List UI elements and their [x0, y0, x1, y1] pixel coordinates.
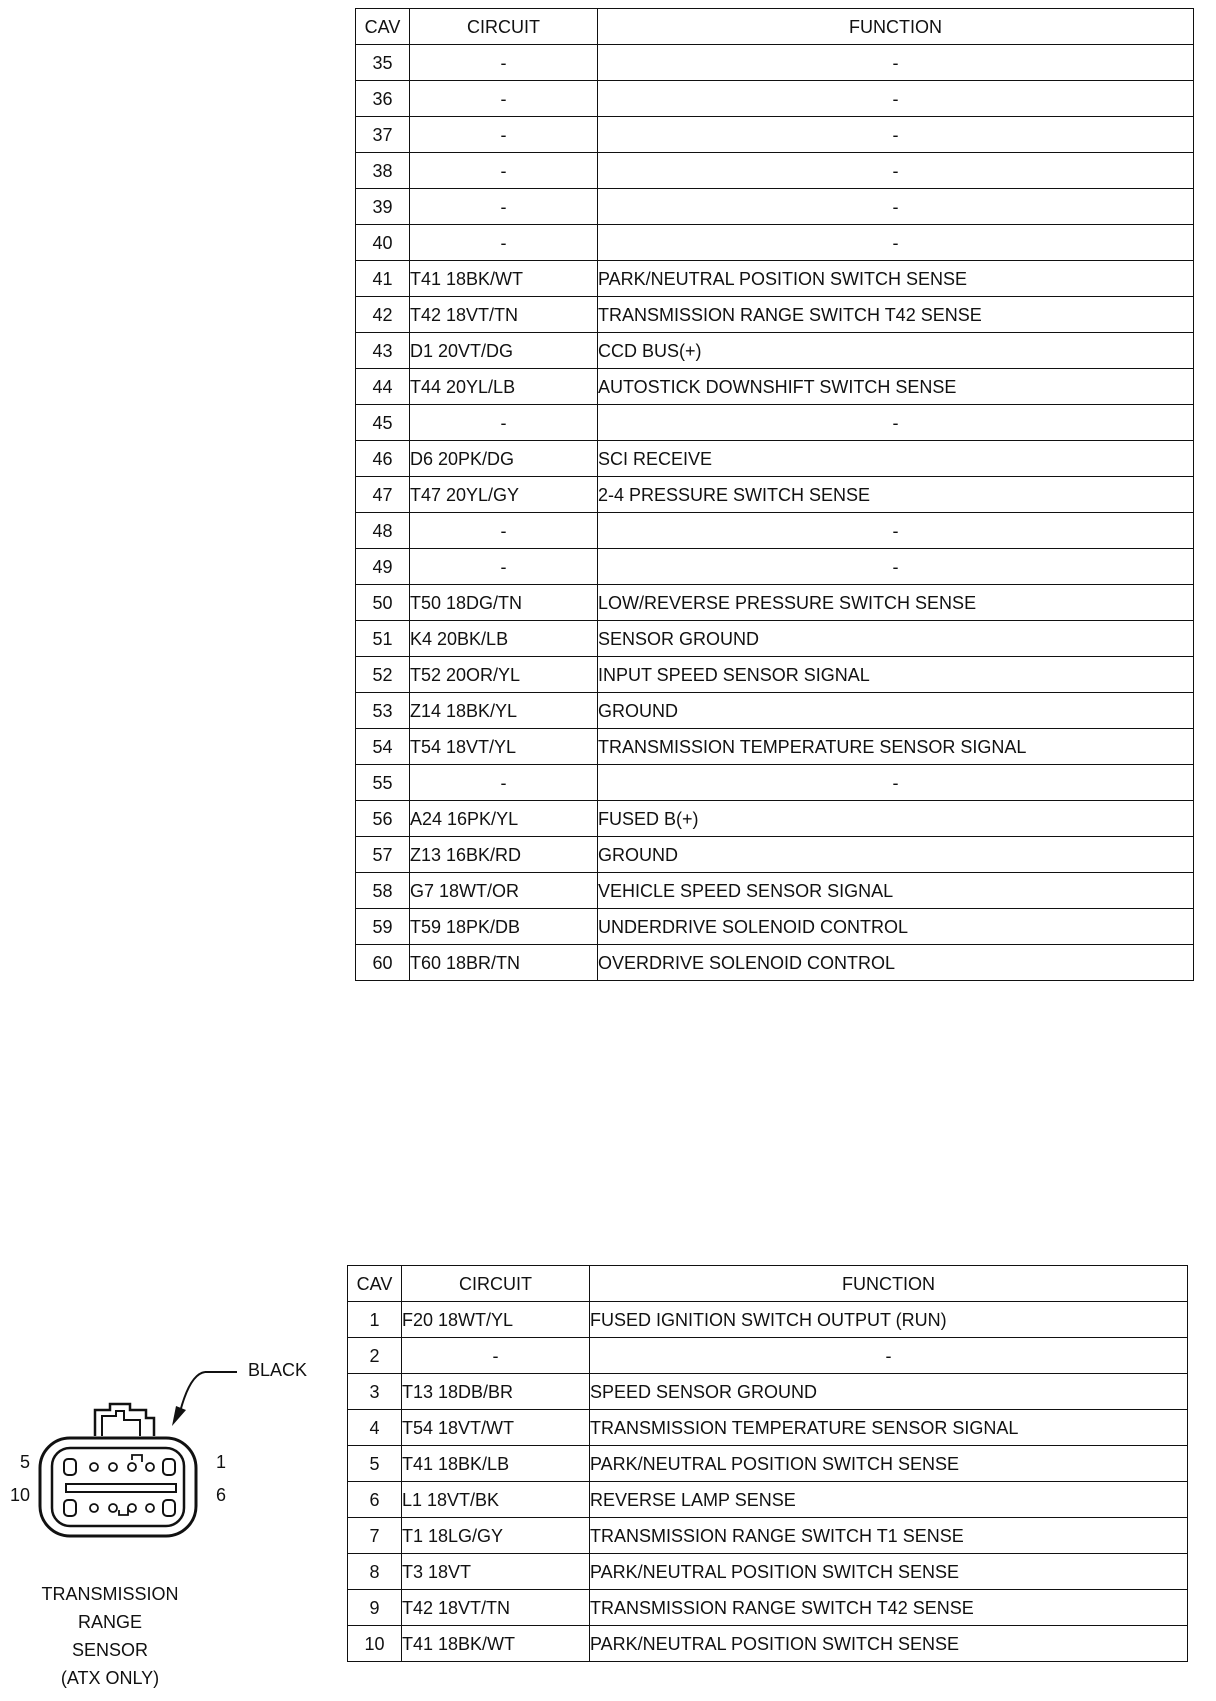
table-row [356, 837, 1194, 873]
table-row [356, 765, 1194, 801]
cav-cell: 2 [348, 1338, 402, 1374]
cav-cell: 46 [356, 441, 410, 477]
cav-cell: 43 [356, 333, 410, 369]
connector-caption [30, 1580, 190, 1692]
cav-cell: 36 [356, 81, 410, 117]
function-cell: CCD BUS(+) [598, 333, 1194, 369]
function-cell: SENSOR GROUND [598, 621, 1194, 657]
table-row [348, 1374, 1188, 1410]
cav-cell: 60 [356, 945, 410, 981]
circuit-cell: F20 18WT/YL [402, 1302, 590, 1338]
table-row [356, 297, 1194, 333]
circuit-cell: - [410, 153, 598, 189]
cav-cell: 57 [356, 837, 410, 873]
circuit-cell: T41 18BK/WT [410, 261, 598, 297]
cav-cell: 54 [356, 729, 410, 765]
transmission-range-sensor-pinout-table [347, 1265, 1188, 1662]
cav-cell: 5 [348, 1446, 402, 1482]
connector-pinout-table-60way [355, 8, 1194, 981]
function-cell: PARK/NEUTRAL POSITION SWITCH SENSE [590, 1554, 1188, 1590]
caption-line: RANGE [77, 1612, 142, 1632]
function-cell: TRANSMISSION RANGE SWITCH T42 SENSE [590, 1590, 1188, 1626]
cav-cell: 52 [356, 657, 410, 693]
function-cell: - [598, 765, 1194, 801]
cav-cell: 3 [348, 1374, 402, 1410]
caption-line: SENSOR [71, 1640, 149, 1660]
table-row [356, 189, 1194, 225]
circuit-cell: T42 18VT/TN [402, 1590, 590, 1626]
arrow-head-icon [172, 1406, 186, 1426]
circuit-cell: L1 18VT/BK [402, 1482, 590, 1518]
cav-cell: 51 [356, 621, 410, 657]
circuit-cell: T50 18DG/TN [410, 585, 598, 621]
circuit-cell: - [410, 405, 598, 441]
circuit-cell: K4 20BK/LB [410, 621, 598, 657]
circuit-cell: G7 18WT/OR [410, 873, 598, 909]
table-row [356, 513, 1194, 549]
function-cell: - [598, 81, 1194, 117]
cav-cell: 38 [356, 153, 410, 189]
table-row [356, 153, 1194, 189]
function-cell: - [598, 153, 1194, 189]
circuit-cell: T59 18PK/DB [410, 909, 598, 945]
function-cell: - [598, 405, 1194, 441]
function-cell: SCI RECEIVE [598, 441, 1194, 477]
function-cell: - [598, 513, 1194, 549]
circuit-cell: - [410, 225, 598, 261]
function-cell: VEHICLE SPEED SENSOR SIGNAL [598, 873, 1194, 909]
header-function: FUNCTION [590, 1266, 1188, 1302]
function-cell: - [598, 549, 1194, 585]
connector-color-label: BLACK [248, 1360, 308, 1380]
circuit-cell: T52 20OR/YL [410, 657, 598, 693]
function-cell: PARK/NEUTRAL POSITION SWITCH SENSE [598, 261, 1194, 297]
function-cell: AUTOSTICK DOWNSHIFT SWITCH SENSE [598, 369, 1194, 405]
table-row [356, 657, 1194, 693]
cav-cell: 7 [348, 1518, 402, 1554]
cav-cell: 37 [356, 117, 410, 153]
cav-cell: 50 [356, 585, 410, 621]
cav-cell: 1 [348, 1302, 402, 1338]
function-cell: - [598, 117, 1194, 153]
caption-line: TRANSMISSION [41, 1584, 179, 1604]
cav-cell: 41 [356, 261, 410, 297]
circuit-cell: T54 18VT/YL [410, 729, 598, 765]
table-row [356, 477, 1194, 513]
table-row [356, 549, 1194, 585]
table-row [348, 1302, 1188, 1338]
table-row [356, 945, 1194, 981]
table-row [348, 1554, 1188, 1590]
cav-cell: 42 [356, 297, 410, 333]
table-row [356, 117, 1194, 153]
function-cell: TRANSMISSION TEMPERATURE SENSOR SIGNAL [590, 1410, 1188, 1446]
table-header-row [356, 9, 1194, 45]
table-row [356, 45, 1194, 81]
circuit-cell: D6 20PK/DG [410, 441, 598, 477]
circuit-cell: T41 18BK/LB [402, 1446, 590, 1482]
function-cell: OVERDRIVE SOLENOID CONTROL [598, 945, 1194, 981]
cav-cell: 55 [356, 765, 410, 801]
cav-cell: 49 [356, 549, 410, 585]
cav-cell: 48 [356, 513, 410, 549]
header-function: FUNCTION [598, 9, 1194, 45]
cav-cell: 58 [356, 873, 410, 909]
function-cell: FUSED IGNITION SWITCH OUTPUT (RUN) [590, 1302, 1188, 1338]
circuit-cell: - [410, 513, 598, 549]
circuit-cell: T47 20YL/GY [410, 477, 598, 513]
function-cell: - [598, 189, 1194, 225]
table-row [348, 1518, 1188, 1554]
circuit-cell: T13 18DB/BR [402, 1374, 590, 1410]
table-row [348, 1446, 1188, 1482]
cav-cell: 47 [356, 477, 410, 513]
function-cell: LOW/REVERSE PRESSURE SWITCH SENSE [598, 585, 1194, 621]
cav-cell: 4 [348, 1410, 402, 1446]
function-cell: PARK/NEUTRAL POSITION SWITCH SENSE [590, 1626, 1188, 1662]
circuit-cell: - [410, 549, 598, 585]
table-row [356, 441, 1194, 477]
circuit-cell: D1 20VT/DG [410, 333, 598, 369]
function-cell: GROUND [598, 693, 1194, 729]
table-row [356, 81, 1194, 117]
cav-cell: 40 [356, 225, 410, 261]
pin-label-bottom-right: 6 [216, 1485, 227, 1505]
cav-cell: 6 [348, 1482, 402, 1518]
cav-cell: 9 [348, 1590, 402, 1626]
circuit-cell: - [410, 765, 598, 801]
cav-cell: 56 [356, 801, 410, 837]
circuit-cell: T42 18VT/TN [410, 297, 598, 333]
function-cell: REVERSE LAMP SENSE [590, 1482, 1188, 1518]
circuit-cell: T44 20YL/LB [410, 369, 598, 405]
function-cell: UNDERDRIVE SOLENOID CONTROL [598, 909, 1194, 945]
cav-cell: 53 [356, 693, 410, 729]
table-row [348, 1410, 1188, 1446]
circuit-cell: - [410, 81, 598, 117]
function-cell: - [598, 45, 1194, 81]
function-cell: SPEED SENSOR GROUND [590, 1374, 1188, 1410]
table-row [356, 585, 1194, 621]
cav-cell: 10 [348, 1626, 402, 1662]
circuit-cell: T3 18VT [402, 1554, 590, 1590]
cav-cell: 35 [356, 45, 410, 81]
function-cell: 2-4 PRESSURE SWITCH SENSE [598, 477, 1194, 513]
cav-cell: 45 [356, 405, 410, 441]
table-row [356, 909, 1194, 945]
function-cell: TRANSMISSION RANGE SWITCH T1 SENSE [590, 1518, 1188, 1554]
function-cell: - [598, 225, 1194, 261]
pin-label-top-right: 1 [216, 1452, 227, 1472]
pin-label-top-left: 5 [20, 1452, 31, 1472]
table-row [348, 1626, 1188, 1662]
table-header-row [348, 1266, 1188, 1302]
circuit-cell: - [410, 45, 598, 81]
function-cell: GROUND [598, 837, 1194, 873]
table-row [356, 225, 1194, 261]
circuit-cell: T1 18LG/GY [402, 1518, 590, 1554]
cav-cell: 44 [356, 369, 410, 405]
function-cell: TRANSMISSION RANGE SWITCH T42 SENSE [598, 297, 1194, 333]
cav-cell: 39 [356, 189, 410, 225]
pin-label-bottom-left: 10 [10, 1485, 31, 1505]
table-row [356, 261, 1194, 297]
table-row [348, 1482, 1188, 1518]
circuit-cell: T54 18VT/WT [402, 1410, 590, 1446]
circuit-cell: - [410, 189, 598, 225]
circuit-cell: - [410, 117, 598, 153]
caption-line: (ATX ONLY) [60, 1668, 160, 1688]
circuit-cell: Z13 16BK/RD [410, 837, 598, 873]
table-row [348, 1338, 1188, 1374]
table-row [356, 369, 1194, 405]
table-row [356, 621, 1194, 657]
header-cav: CAV [348, 1266, 402, 1302]
circuit-cell: - [402, 1338, 590, 1374]
cav-cell: 8 [348, 1554, 402, 1590]
circuit-cell: A24 16PK/YL [410, 801, 598, 837]
table-row [356, 405, 1194, 441]
function-cell: - [590, 1338, 1188, 1374]
function-cell: TRANSMISSION TEMPERATURE SENSOR SIGNAL [598, 729, 1194, 765]
function-cell: FUSED B(+) [598, 801, 1194, 837]
header-cav: CAV [356, 9, 410, 45]
cav-cell: 59 [356, 909, 410, 945]
function-cell: INPUT SPEED SENSOR SIGNAL [598, 657, 1194, 693]
header-circuit: CIRCUIT [402, 1266, 590, 1302]
table-row [356, 801, 1194, 837]
header-circuit: CIRCUIT [410, 9, 598, 45]
function-cell: PARK/NEUTRAL POSITION SWITCH SENSE [590, 1446, 1188, 1482]
circuit-cell: T60 18BR/TN [410, 945, 598, 981]
circuit-cell: T41 18BK/WT [402, 1626, 590, 1662]
table-row [356, 729, 1194, 765]
circuit-cell: Z14 18BK/YL [410, 693, 598, 729]
table-row [356, 873, 1194, 909]
table-row [356, 333, 1194, 369]
table-row [356, 693, 1194, 729]
table-row [348, 1590, 1188, 1626]
